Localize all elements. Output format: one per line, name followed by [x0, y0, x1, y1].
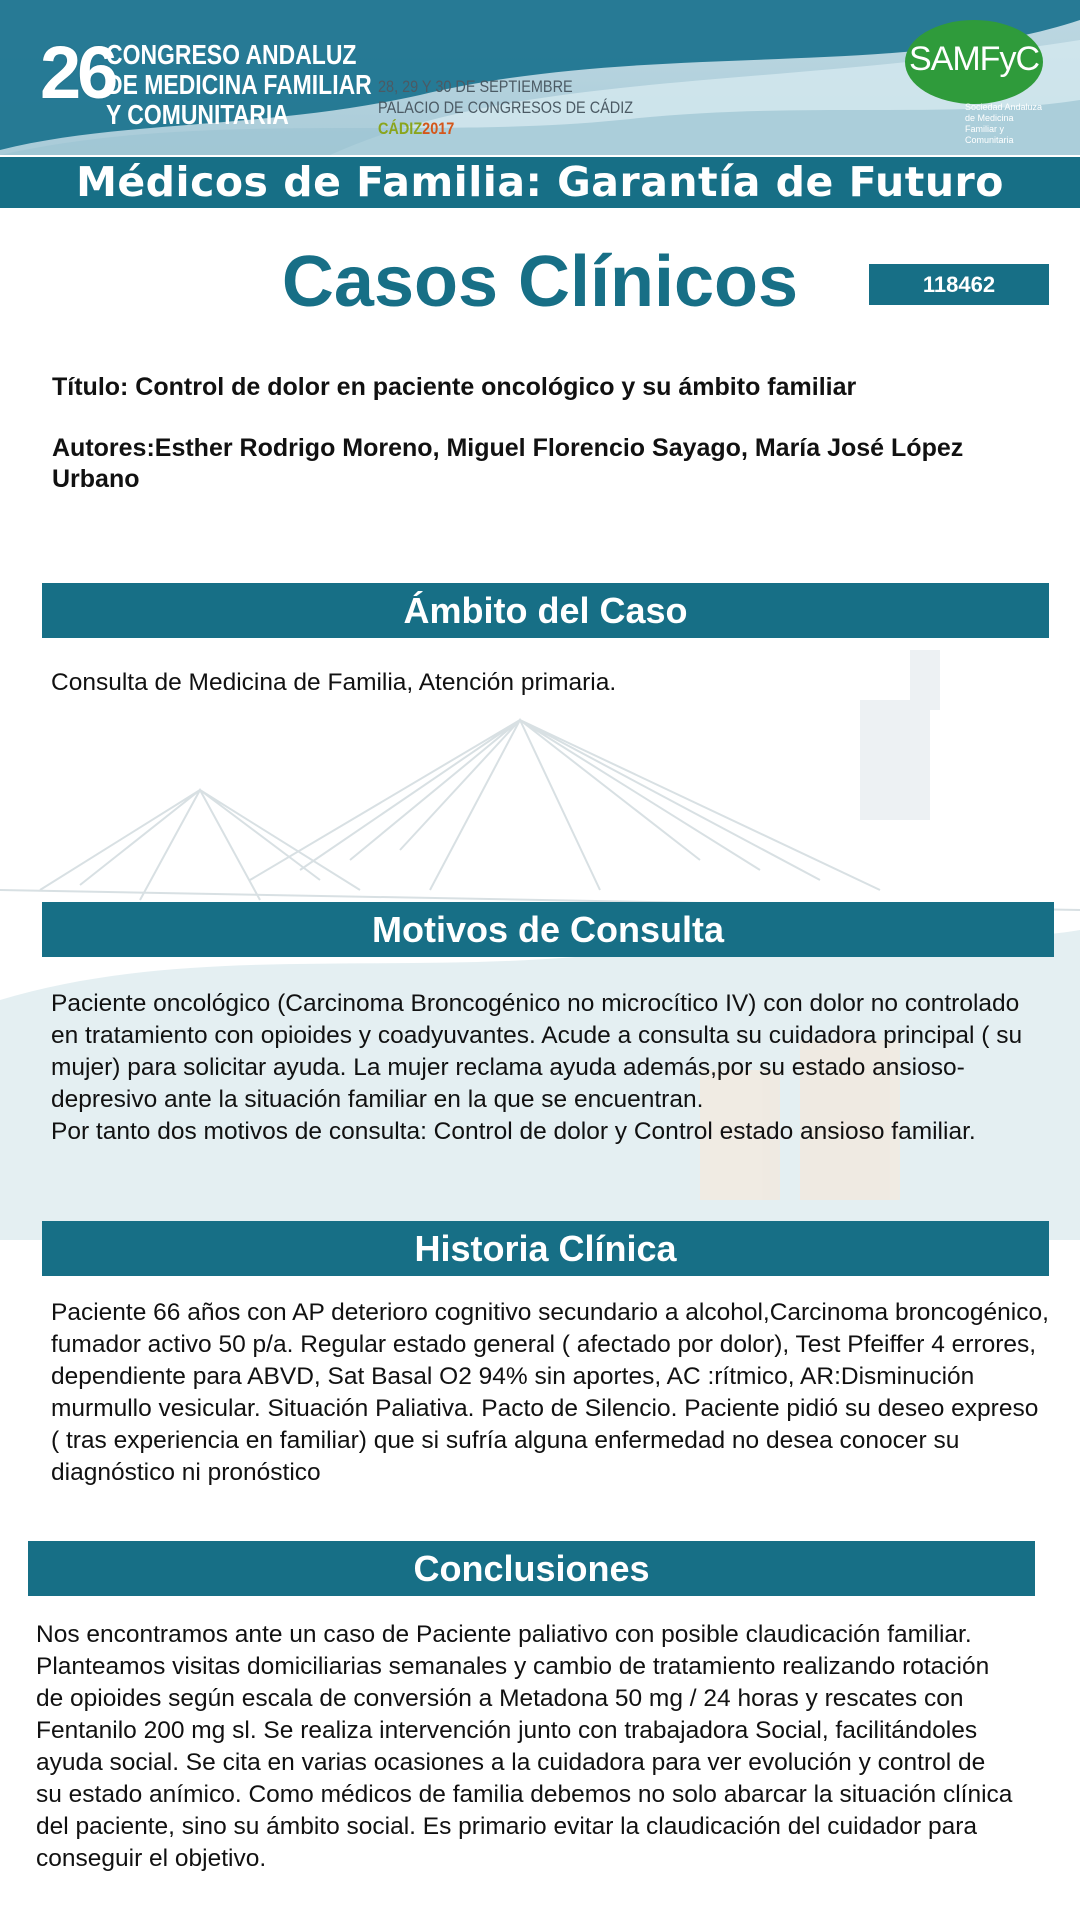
event-city [378, 118, 633, 139]
tagline-bar: Médicos de Familia: Garantía de Futuro [0, 155, 1080, 210]
congress-header [0, 0, 1080, 155]
historia-text: Paciente 66 años con AP deterioro cognitivo secundario a alcohol,Carcinoma broncogénico, fumador activo 50 p/a. Regular estado general ( afectado por dolor), Test Pfeiffer 4 errores, dependiente para ABVD, Sat Basal O2 94% sin aportes, AC :rítmico, AR:Disminución murmullo vesicular. Situación Paliativa. Pacto de Silencio. Paciente pidió su deseo expreso ( tras experiencia en familiar) que si sufría alguna enfermedad no desea conocer su diagnóstico ni pronóstico [51, 1299, 1049, 1486]
event-dates: 28, 29 Y 30 DE SEPTIEMBRE [378, 77, 573, 96]
event-info [378, 76, 633, 139]
ambito-text: Consulta de Medicina de Familia, Atención primaria. [51, 669, 617, 696]
section-heading-ambito: Ámbito del Caso [42, 583, 1049, 638]
page-title: Casos Clínicos [281, 242, 799, 322]
samfyc-logo-text: SAMFyC [909, 40, 1039, 78]
congress-title-line: CONGRESO ANDALUZ [106, 39, 357, 70]
event-year: 2017 [422, 119, 455, 138]
congress-number: 26 [40, 31, 115, 114]
section-heading-motivos: Motivos de Consulta [42, 902, 1054, 957]
section-heading-historia: Historia Clínica [42, 1221, 1049, 1276]
motivos-paragraph: Paciente oncológico (Carcinoma Broncogénico no microcítico IV) con dolor no controlado en tratamiento con opioides y coadyuvantes. Acude a consulta su cuidadora principal ( su mujer) para solicitar ayuda. La mujer reclama ayuda además,por su estado ansioso- depresivo ante la situación familiar en la que se encuentran. [51, 990, 1023, 1113]
samfyc-subtitle: Sociedad Andaluza de Medicina Familiar y Comunitaria [965, 102, 1043, 145]
congress-title [106, 40, 372, 130]
case-title: Título: Control de dolor en paciente oncológico y su ámbito familiar [52, 373, 857, 401]
motivos-paragraph: Por tanto dos motivos de consulta: Control de dolor y Control estado ansioso familiar. [51, 1118, 976, 1145]
congress-title-line: Y COMUNITARIA [106, 99, 289, 130]
congress-title-line: DE MEDICINA FAMILIAR [106, 69, 372, 100]
case-id-badge: 118462 [869, 264, 1049, 305]
city-name: CÁDIZ [378, 119, 423, 138]
motivos-text [51, 988, 1051, 1148]
event-venue: PALACIO DE CONGRESOS DE CÁDIZ [378, 98, 634, 117]
samfyc-logo [905, 20, 1045, 145]
case-authors: Autores:Esther Rodrigo Moreno, Miguel Florencio Sayago, María José López Urbano [52, 434, 964, 493]
conclusiones-text: Nos encontramos ante un caso de Paciente paliativo con posible claudicación familiar. Planteamos visitas domiciliarias semanales y cambio de tratamiento realizando rotación de opioides según escala de conversión a Metadona 50 mg / 24 horas y rescates con Fentanilo 200 mg sl. Se realiza intervención junto con trabajadora Social, facilitándoles ayuda social. Se cita en varias ocasiones a la cuidadora para ver evolución y control de su estado anímico. Como médicos de familia debemos no solo abarcar la situación clínica del paciente, sino su ámbito social. Es primario evitar la claudicación del cuidador para conseguir el objetivo. [36, 1621, 1013, 1872]
section-heading-conclusiones: Conclusiones [28, 1541, 1035, 1596]
